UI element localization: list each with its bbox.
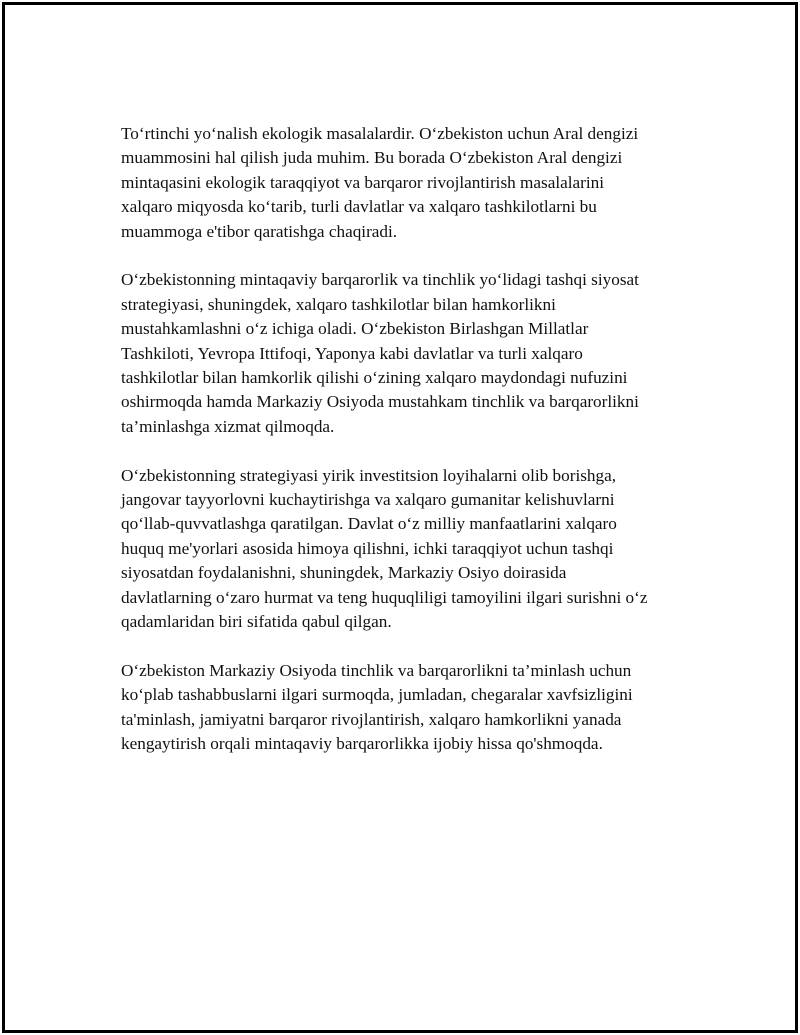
text-line: muammoga e'tibor qaratishga chaqiradi.	[121, 221, 398, 241]
text-line: xalqaro miqyosda ko‘tarib, turli davlatlar va xalqaro tashkilotlarni bu	[121, 197, 597, 217]
text-line: qadamlaridan biri sifatida qabul qilgan.	[121, 612, 392, 632]
paragraph-1	[121, 122, 706, 244]
text-line: mustahkamlashni o‘z ichiga oladi. O‘zbekiston Birlashgan Millatlar	[121, 319, 589, 339]
paragraph-3	[121, 464, 706, 635]
paragraph-2	[121, 268, 706, 439]
text-line: O‘zbekistonning strategiyasi yirik investitsion loyihalarni olib borishga,	[121, 465, 617, 485]
text-line: Tashkiloti, Yevropa Ittifoqi, Yaponya kabi davlatlar va turli xalqaro	[121, 343, 583, 363]
text-line: ta’minlashga xizmat qilmoqda.	[121, 416, 335, 436]
page-frame	[2, 2, 798, 1033]
text-line: ko‘plab tashabbuslarni ilgari surmoqda, jumladan, chegaralar xavfsizligini	[121, 685, 633, 705]
text-line: strategiyasi, shuningdek, xalqaro tashkilotlar bilan hamkorlikni	[121, 294, 556, 314]
text-line: To‘rtinchi yo‘nalish ekologik masalalardir. O‘zbekiston uchun Aral dengizi	[121, 124, 639, 143]
text-line: muammosini hal qilish juda muhim. Bu borada O‘zbekiston Aral dengizi	[121, 148, 623, 168]
text-line: huquq me'yorlari asosida himoya qilishni, ichki taraqqiyot uchun tashqi	[121, 538, 614, 558]
text-line: mintaqasini ekologik taraqqiyot va barqaror rivojlantirish masalalarini	[121, 172, 605, 192]
text-line: davlatlarning o‘zaro hurmat va teng huquqliligi tamoyilini ilgari surishni o‘z	[121, 587, 648, 607]
text-line: siyosatdan foydalanishni, shuningdek, Markaziy Osiyo doirasida	[121, 563, 567, 583]
text-line: ta'minlash, jamiyatni barqaror rivojlantirish, xalqaro hamkorlikni yanada	[121, 709, 622, 729]
document-body	[121, 122, 706, 781]
text-line: O‘zbekiston Markaziy Osiyoda tinchlik va barqarorlikni ta’minlash uchun	[121, 660, 632, 680]
text-line: O‘zbekistonning mintaqaviy barqarorlik va tinchlik yo‘lidagi tashqi siyosat	[121, 270, 639, 290]
text-line: kengaytirish orqali mintaqaviy barqarorlikka ijobiy hissa qo'shmoqda.	[121, 734, 603, 754]
paragraph-4	[121, 659, 706, 757]
text-line: qo‘llab-quvvatlashga qaratilgan. Davlat o‘z milliy manfaatlarini xalqaro	[121, 514, 617, 534]
text-line: jangovar tayyorlovni kuchaytirishga va xalqaro gumanitar kelishuvlarni	[121, 490, 615, 510]
text-line: oshirmoqda hamda Markaziy Osiyoda mustahkam tinchlik va barqarorlikni	[121, 392, 639, 412]
text-line: tashkilotlar bilan hamkorlik qilishi o‘zining xalqaro maydondagi nufuzini	[121, 368, 628, 388]
